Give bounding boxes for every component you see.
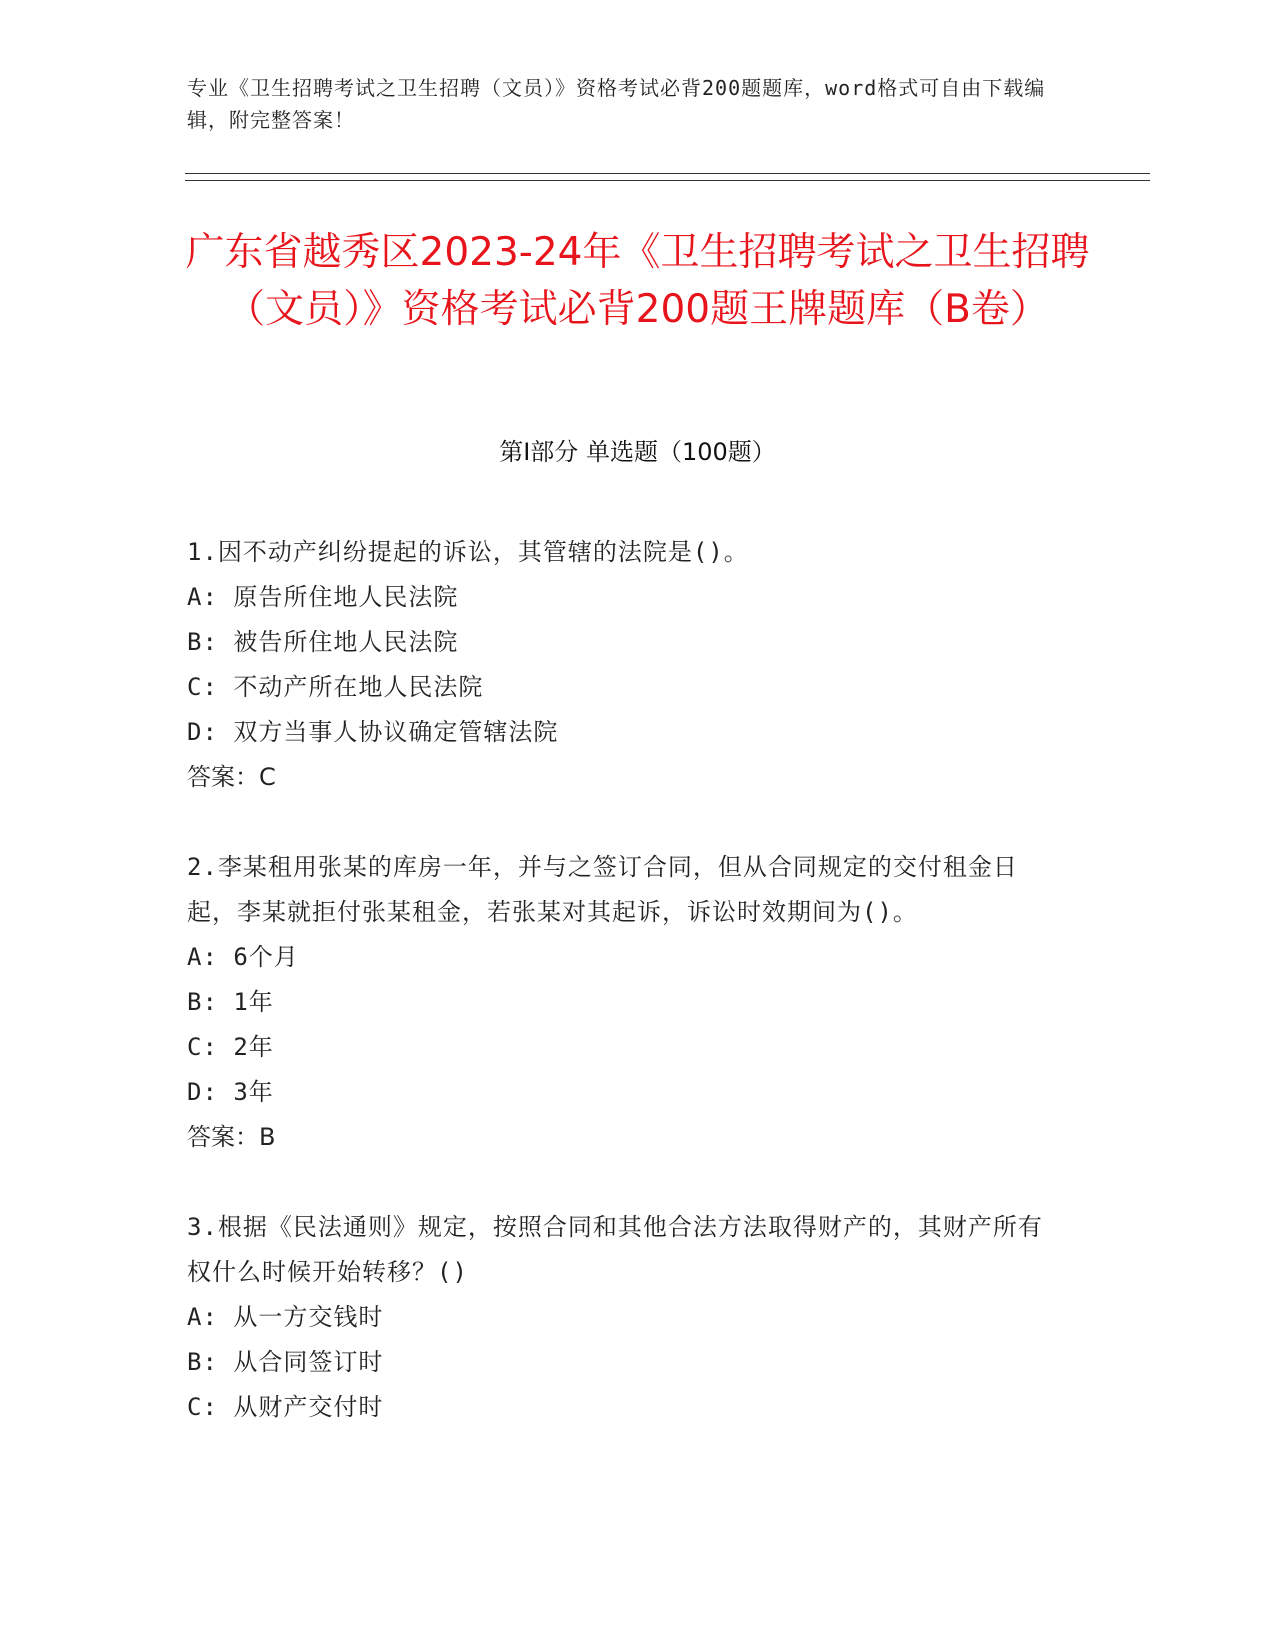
option-c: C: 从财产交付时 [187,1393,384,1421]
answer: 答案：C [187,763,276,791]
option-d: D: 3年 [187,1078,274,1106]
answer: 答案：B [187,1123,276,1151]
option-a: A: 6个月 [187,943,299,971]
header-note: 专业《卫生招聘考试之卫生招聘（文员）》资格考试必背200题题库，word格式可自由下载编辑，附完整答案！ [187,76,1046,132]
question-2 [187,845,1067,1160]
option-c: C: 不动产所在地人民法院 [187,673,484,701]
section-title: 第Ⅰ部分 单选题（100题） [499,438,776,466]
question-stem: 3.根据《民法通则》规定，按照合同和其他合法方法取得财产的，其财产所有权什么时候开始转移？() [187,1213,1043,1286]
question-1 [187,530,1067,800]
option-d: D: 双方当事人协议确定管辖法院 [187,718,559,746]
option-c: C: 2年 [187,1033,274,1061]
document-title: 广东省越秀区2023-24年《卫生招聘考试之卫生招聘（文员）》资格考试必背200题王牌题库（B卷） [185,230,1090,332]
option-a: A: 原告所住地人民法院 [187,583,459,611]
option-b: B: 1年 [187,988,274,1016]
question-list [187,530,1067,1475]
option-b: B: 被告所住地人民法院 [187,628,459,656]
header-rule-thin [185,180,1150,181]
option-a: A: 从一方交钱时 [187,1303,384,1331]
option-b: B: 从合同签订时 [187,1348,384,1376]
question-3 [187,1205,1067,1430]
question-stem: 1.因不动产纠纷提起的诉讼，其管辖的法院是()。 [187,538,749,566]
question-stem: 2.李某租用张某的库房一年，并与之签订合同，但从合同规定的交付租金日起，李某就拒付张某租金，若张某对其起诉，诉讼时效期间为()。 [187,853,1018,926]
header-rule-thick [185,173,1150,174]
